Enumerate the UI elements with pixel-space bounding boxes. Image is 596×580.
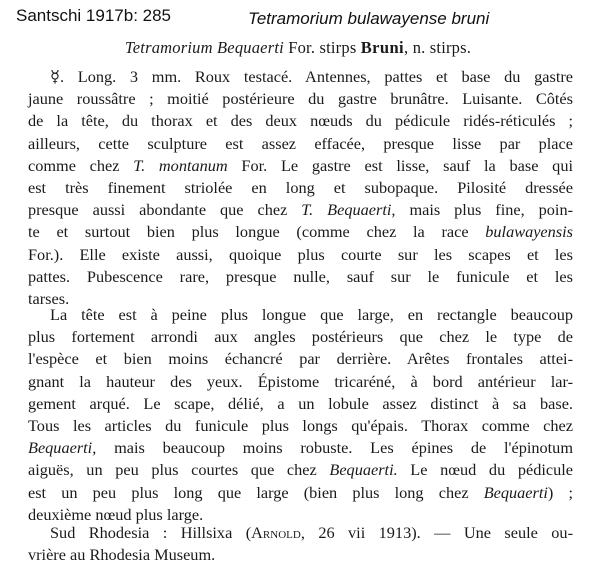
text-run-italic: Bequaerti. <box>329 460 398 480</box>
taxon-authority: For. stirps <box>288 38 357 57</box>
locality-paragraph <box>28 522 573 566</box>
text-run-italic: Bequaerti <box>483 482 548 502</box>
text-line: vrière au Rhodesia Museum. <box>28 545 216 565</box>
locality-text: , 26 vii 1913). — Une seule ou- <box>300 523 573 542</box>
text-run: presque aussi abondante que chez <box>28 200 302 220</box>
description-paragraph-1 <box>28 66 573 310</box>
locality-text: Sud Rhodesia : Hillsixa ( <box>50 523 252 542</box>
text-line: For.). Elle existe aussi, quoique plus courte sur les scapes et les <box>28 244 573 264</box>
text-line: l'espèce et bien moins échancré par derrière. Arêtes frontales attei- <box>28 349 573 369</box>
text-run: ) ; <box>547 482 573 502</box>
text-line: La tête est à peine plus longue que large, en rectangle beaucoup <box>50 305 573 324</box>
text-line: gement arqué. Le scape, délié, a un lobule assez distinct à sa base. <box>28 393 573 413</box>
collector-name: Arnold <box>251 523 301 542</box>
text-run: est un peu plus long que large (bien plus long chez <box>28 482 484 502</box>
text-line: pattes. Pubescence rare, presque nulle, sauf sur le funicule et les <box>28 266 573 286</box>
text-line: ☿. Long. 3 mm. Roux testacé. Antennes, pattes et base du gastre <box>50 67 573 86</box>
text-run-italic: T. Bequaerti, <box>301 200 396 220</box>
text-line <box>28 155 573 177</box>
text-line: de la tête, du thorax et des deux nœuds du pédicule ridés-réticulés ; <box>28 111 573 131</box>
text-run: For. Le gastre est lisse, sauf la base qui <box>227 155 573 175</box>
text-line: est très finement striolée en long et subopaque. Pilosité dressée <box>28 177 573 197</box>
text-line: Tous les articles du funicule plus longs qu'épais. Thorax comme chez <box>28 415 573 435</box>
taxon-genus-species: Tetramorium Bequaerti <box>124 38 284 57</box>
text-line <box>28 199 573 221</box>
text-line <box>28 522 573 544</box>
text-run: aiguës, un peu plus courtes que chez <box>28 460 330 480</box>
description-paragraph-2 <box>28 304 573 526</box>
text-line <box>28 437 573 459</box>
text-line: plus fortement arrondi aux angles postérieurs que chez le type de <box>28 327 573 347</box>
text-line <box>28 482 573 504</box>
taxon-title <box>0 38 596 58</box>
text-line: jaune roussâtre ; moitié postérieure du gastre brunâtre. Luisante. Côtés <box>28 89 573 109</box>
taxon-stirps: Bruni <box>360 38 405 57</box>
taxon-suffix: , n. stirps. <box>404 38 472 57</box>
text-run-italic: bulawayensis <box>485 222 573 242</box>
text-line: gnant la hauteur des yeux. Épistome tricaréné, à bord antérieur lar- <box>28 371 573 391</box>
text-line <box>28 459 573 481</box>
text-line: ailleurs, cette sculpture est assez effacée, presque lisse par place <box>28 133 573 153</box>
text-line: deuxième nœud plus large. <box>28 504 204 524</box>
text-run: mais plus fine, poin- <box>395 200 574 220</box>
text-line: tarses. <box>28 288 70 308</box>
text-line <box>28 221 573 243</box>
text-run-italic: Bequaerti, <box>28 438 97 458</box>
text-run: te et surtout bien plus longue (comme chez la race <box>28 222 486 242</box>
page-header <box>0 6 596 30</box>
text-run: mais beaucoup moins robuste. Les épines de l'épinotum <box>96 438 573 458</box>
text-run: Le nœud du pédicule <box>397 460 573 480</box>
text-run: comme chez <box>28 155 134 175</box>
text-run-italic: T. montanum <box>133 155 228 175</box>
species-name: Tetramorium bulawayense bruni <box>248 9 490 28</box>
citation-label: Santschi 1917b: 285 <box>16 6 172 25</box>
